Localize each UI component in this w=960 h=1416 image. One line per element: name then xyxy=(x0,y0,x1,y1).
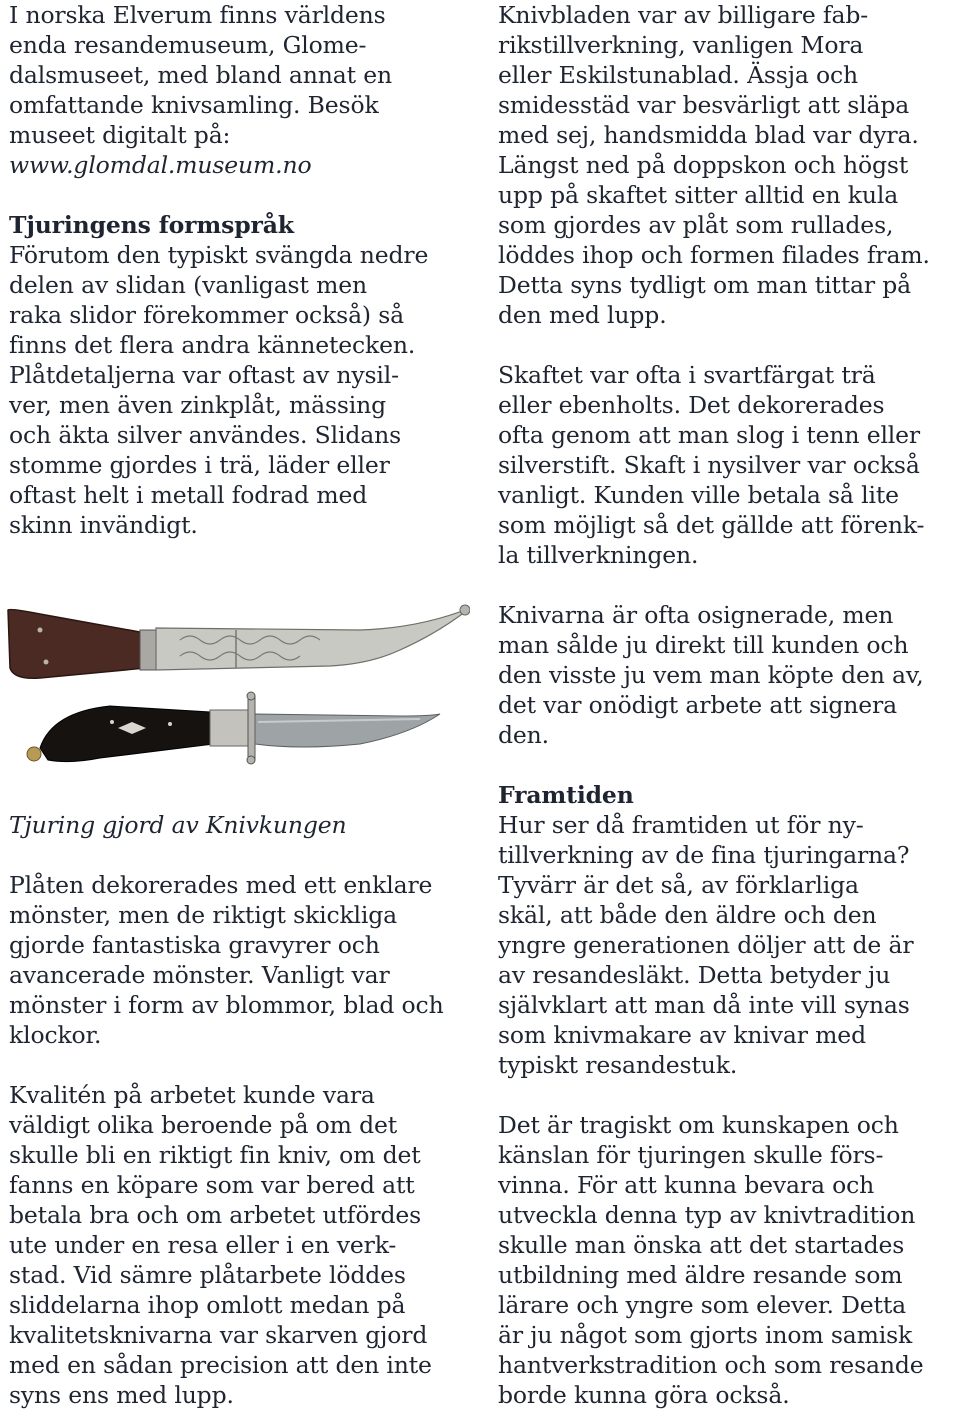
text-line: det var onödigt arbete att signera xyxy=(498,691,897,719)
text-line: skinn invändigt. xyxy=(9,511,198,539)
text-line: vinna. För att kunna bevara och xyxy=(498,1171,875,1199)
spacer xyxy=(498,1080,960,1110)
text-line: Detta syns tydligt om man tittar på xyxy=(498,271,912,299)
rivet xyxy=(44,660,49,665)
knife-illustration xyxy=(0,588,470,788)
spacer xyxy=(498,570,960,600)
pommel-ball xyxy=(27,747,41,761)
text-line: delen av slidan (vanligast men xyxy=(9,271,367,299)
text-line: vanligt. Kunden ville betala så lite xyxy=(498,481,899,509)
text-line: Förutom den typiskt svängda nedre xyxy=(9,241,429,269)
text-line: syns ens med lupp. xyxy=(9,1381,234,1409)
text-line: smidesstäd var besvärligt att släpa xyxy=(498,91,910,119)
text-line: ver, men även zinkplåt, mässing xyxy=(9,391,387,419)
sheath-silver-body xyxy=(156,608,470,670)
knife-ferrule xyxy=(210,710,250,746)
text-line: Knivbladen var av billigare fab- xyxy=(498,1,869,29)
text-line: sliddelarna ihop omlott medan på xyxy=(9,1291,406,1319)
blades-paragraph xyxy=(498,0,960,330)
text-line: betala bra och om arbetet utfördes xyxy=(9,1201,422,1229)
text-line: skulle bli en riktigt fin kniv, om det xyxy=(9,1141,421,1169)
sheath-top-band xyxy=(140,630,156,670)
handle-paragraph xyxy=(498,360,960,570)
text-line: man sålde ju direkt till kunden och xyxy=(498,631,909,659)
text-line: väldigt olika beroende på om det xyxy=(9,1111,398,1139)
right-column xyxy=(498,0,960,1410)
text-line: skäl, att både den äldre och den xyxy=(498,901,877,929)
text-line: rikstillverkning, vanligen Mora xyxy=(498,31,864,59)
text-line: den visste ju vem man köpte den av, xyxy=(498,661,924,689)
spacer xyxy=(9,1050,479,1080)
text-line: ofta genom att man slog i tenn eller xyxy=(498,421,921,449)
spacer xyxy=(9,840,479,870)
text-line: raka slidor förekommer också) så xyxy=(9,301,405,329)
text-line: tillverkning av de fina tjuringarna? xyxy=(498,841,910,869)
museum-url: www.glomdal.museum.no xyxy=(9,151,312,179)
text-line: kvalitetsknivarna var skarven gjord xyxy=(9,1321,428,1349)
photo-caption: Tjuring gjord av Knivkungen xyxy=(9,811,347,839)
text-line: som möjligt så det gällde att förenk- xyxy=(498,511,925,539)
text-line: Kvalitén på arbetet kunde vara xyxy=(9,1081,375,1109)
text-line: Hur ser då framtiden ut för ny- xyxy=(498,811,864,839)
spacer xyxy=(498,750,960,780)
text-line: stad. Vid sämre plåtarbete löddes xyxy=(9,1261,406,1289)
text-line: och äkta silver användes. Slidans xyxy=(9,421,402,449)
text-line: känslan för tjuringen skulle förs- xyxy=(498,1141,884,1169)
text-line: stomme gjordes i trä, läder eller xyxy=(9,451,390,479)
spacer xyxy=(498,330,960,360)
text-line: Tyvärr är det så, av förklarliga xyxy=(498,871,859,899)
text-line: gjorde fantastiska gravyrer och xyxy=(9,931,380,959)
text-line: Knivarna är ofta osignerade, men xyxy=(498,601,894,629)
text-line: lärare och yngre som elever. Detta xyxy=(498,1291,906,1319)
text-line: självklart att man då inte vill synas xyxy=(498,991,910,1019)
text-line: Plåten dekorerades med ett enklare xyxy=(9,871,433,899)
text-line: ute under en resa eller i en verk- xyxy=(9,1231,397,1259)
text-line: fanns en köpare som var bered att xyxy=(9,1171,415,1199)
text-line: oftast helt i metall fodrad med xyxy=(9,481,368,509)
quality-paragraph xyxy=(9,1080,479,1410)
formsprak-paragraph xyxy=(9,240,479,540)
text-line: utveckla denna typ av knivtradition xyxy=(498,1201,916,1229)
text-line: utbildning med äldre resande som xyxy=(498,1261,903,1289)
text-line: som gjordes av plåt som rullades, xyxy=(498,211,894,239)
text-line: den med lupp. xyxy=(498,301,667,329)
text-line: finns det flera andra kännetecken. xyxy=(9,331,416,359)
text-line: typiskt resandestuk. xyxy=(498,1051,738,1079)
text-line: I norska Elverum finns världens xyxy=(9,1,386,29)
text-line: Skaftet var ofta i svartfärgat trä xyxy=(498,361,876,389)
text-line: av resandesläkt. Detta betyder ju xyxy=(498,961,891,989)
text-line: yngre generationen döljer att de är xyxy=(498,931,914,959)
text-line: med en sådan precision att den inte xyxy=(9,1351,432,1379)
rivet xyxy=(38,628,43,633)
guard-ball xyxy=(247,756,255,764)
text-line: eller ebenholts. Det dekorerades xyxy=(498,391,885,419)
text-line: borde kunna göra också. xyxy=(498,1381,790,1409)
text-line: enda resandemuseum, Glome- xyxy=(9,31,367,59)
decoration-paragraph xyxy=(9,870,479,1050)
intro-paragraph xyxy=(9,0,479,180)
text-line: skulle man önska att det startades xyxy=(498,1231,905,1259)
text-line: Längst ned på doppskon och högst xyxy=(498,151,909,179)
future-paragraph xyxy=(498,810,960,1080)
spacer xyxy=(9,180,479,210)
text-line: upp på skaftet sitter alltid en kula xyxy=(498,181,899,209)
text-line: omfattande knivsamling. Besök xyxy=(9,91,379,119)
text-line: avancerade mönster. Vanligt var xyxy=(9,961,390,989)
signature-paragraph xyxy=(498,600,960,750)
text-line: hantverkstradition och som resande xyxy=(498,1351,924,1379)
text-line: la tillverkningen. xyxy=(498,541,699,569)
text-line: eller Eskilstunablad. Ässja och xyxy=(498,61,859,89)
text-line: Plåtdetaljerna var oftast av nysil- xyxy=(9,361,399,389)
text-line: mönster, men de riktigt skickliga xyxy=(9,901,398,929)
knife-photo xyxy=(0,588,470,788)
section-heading-framtiden: Framtiden xyxy=(498,781,634,809)
text-line: den. xyxy=(498,721,549,749)
section-heading-formsprak: Tjuringens formspråk xyxy=(9,211,294,239)
sheath-tip-ball xyxy=(460,605,470,615)
text-line: Det är tragiskt om kunskapen och xyxy=(498,1111,899,1139)
knife-handle xyxy=(40,706,214,762)
text-line: silverstift. Skaft i nysilver var också xyxy=(498,451,920,479)
text-line: löddes ihop och formen filades fram. xyxy=(498,241,930,269)
text-line: är ju något som gjorts inom samisk xyxy=(498,1321,913,1349)
text-line: med sej, handsmidda blad var dyra. xyxy=(498,121,919,149)
sheath-leather-flap xyxy=(8,610,146,679)
guard-ball xyxy=(247,692,255,700)
text-line: mönster i form av blommor, blad och xyxy=(9,991,444,1019)
text-line: klockor. xyxy=(9,1021,102,1049)
inlay-dot xyxy=(168,722,172,726)
text-line: dalsmuseet, med bland annat en xyxy=(9,61,392,89)
text-line: som knivmakare av knivar med xyxy=(498,1021,866,1049)
text-line: museet digitalt på: xyxy=(9,121,231,149)
inlay-dot xyxy=(110,720,114,724)
tradition-paragraph xyxy=(498,1110,960,1410)
knife-guard xyxy=(248,696,255,760)
